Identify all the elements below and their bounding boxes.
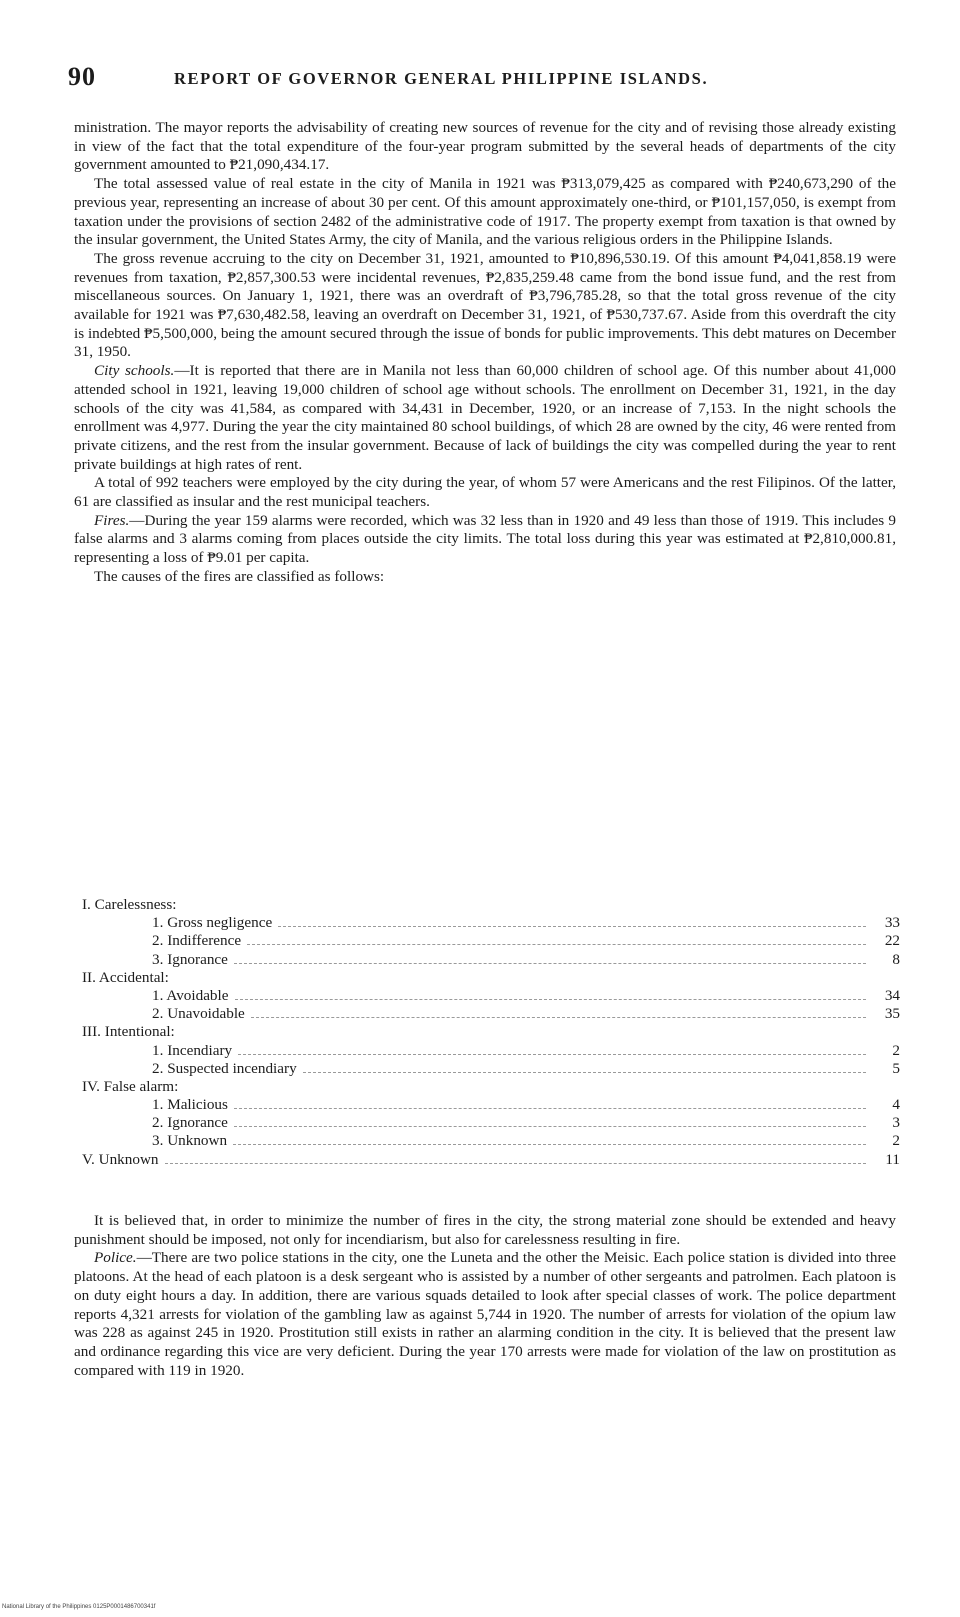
leader-dots (303, 1060, 866, 1073)
leader-dots (251, 1005, 866, 1018)
city-schools-heading: City schools. (94, 362, 175, 380)
body-text-bottom (74, 1212, 896, 1380)
table-row (80, 1005, 900, 1023)
scan-footer: National Library of the Philippines 0125P0001486700341f (2, 1604, 156, 1610)
cause-count: 4 (892, 1096, 900, 1114)
leader-dots (278, 914, 866, 927)
table-row (80, 1114, 900, 1132)
leader-dots (234, 1114, 866, 1127)
cause-label: 1. Gross negligence (152, 914, 273, 932)
category-heading: IV. False alarm: (82, 1077, 179, 1095)
table-row (80, 1132, 900, 1150)
cause-label: 3. Ignorance (152, 950, 228, 968)
page-number: 90 (68, 62, 96, 91)
body-text-top (74, 119, 896, 587)
paragraph-teachers: A total of 992 teachers were employed by the city during the year, of whom 57 were Americans and the rest Filipinos. Of the latter, 61 are classified as insular and the rest municipal teachers. (74, 474, 896, 511)
paragraph-fires (74, 512, 896, 568)
table-row (80, 1096, 900, 1114)
fires-text: —During the year 159 alarms were recorded, which was 32 less than in 1920 and 49 less than those of 1919. This includes 9 false alarms and 3 alarms coming from places outside the city limits. The total loss during this year was estimated at ₱2,810,000.81, representing a loss of ₱9.01 per capita. (74, 511, 896, 567)
running-head: REPORT OF GOVERNOR GENERAL PHILIPPINE ISLANDS. (174, 69, 709, 88)
leader-dots (234, 951, 866, 964)
table-row (80, 951, 900, 969)
police-heading: Police. (94, 1249, 137, 1267)
cause-label: V. Unknown (82, 1150, 159, 1168)
paragraph-fire-zone: It is believed that, in order to minimize the number of fires in the city, the strong material zone should be extended and heavy punishment should be imposed, not only for incendiarism, but also for carelessness resulting in fire. (74, 1212, 896, 1248)
cause-label: 2. Unavoidable (152, 1005, 245, 1023)
leader-dots (165, 1151, 866, 1164)
paragraph-administration: ministration. The mayor reports the advisability of creating new sources of revenue for the city and of revising those already existing in view of the fact that the total expenditure of the four-year program submitted by the several heads of departments of the city government amounted to ₱21,090,434.17. (74, 119, 896, 174)
table-row (80, 987, 900, 1005)
table-row (80, 914, 900, 932)
cause-count: 5 (892, 1059, 900, 1077)
cause-count: 2 (892, 1041, 900, 1059)
cause-label: 1. Incendiary (152, 1041, 233, 1059)
paragraph-fire-causes-intro: The causes of the fires are classified as follows: (94, 567, 385, 585)
cause-label: 1. Malicious (152, 1096, 228, 1114)
leader-dots (247, 932, 866, 945)
cause-count: 2 (892, 1132, 900, 1150)
table-row-unknown (80, 1151, 900, 1169)
police-text: —There are two police stations in the city, one the Luneta and the other the Meisic. Each police station is divided into three platoons. At the head of each platoon is a desk sergeant who is assisted by a number of other sergeants and patrolmen. Each platoon is on duty eight hours a day. In addition, there are various squads detailed to look after special classes of work. The police department reports 4,321 arrests for violation of the gambling law as against 5,744 in 1920. The number of arrests for violation of the opium law was 228 as against 245 in 1920. Prostitution still exists in rather an alarming condition in the city. It is believed that the present law and ordinance regarding this vice are very deficient. During the year 170 arrests were made for violation of the law on prostitution as compared with 119 in 1920. (74, 1249, 896, 1379)
fires-heading: Fires. (94, 511, 130, 529)
paragraph-police (74, 1249, 896, 1380)
category-heading: II. Accidental: (82, 968, 169, 986)
cause-count: 8 (892, 950, 900, 968)
table-row (80, 1060, 900, 1078)
category-heading: III. Intentional: (82, 1023, 175, 1041)
cause-count: 3 (892, 1114, 900, 1132)
cause-label: 2. Suspected incendiary (152, 1059, 297, 1077)
cause-count: 35 (884, 1005, 900, 1023)
city-schools-text: —It is reported that there are in Manila not less than 60,000 children of school age. Of this number about 41,000 attended school in 1921, leaving 19,000 children of school age without schools. The enrollment on December 31, 1921, in the day schools of the city was 41,584, as compared with 34,431 in December, 1920, or an increase of 7,153. In the night schools the enrollment was 4,977. During the year the city maintained 80 school buildings, of which 28 are owned by the city, 46 were rented from private citizens, and the rest from the insular government. Because of lack of buildings the city was compelled during the year to rent private buildings at high rates of rent. (74, 362, 896, 473)
leader-dots (234, 1096, 866, 1109)
table-row (80, 932, 900, 950)
leader-dots (235, 987, 867, 1000)
fire-causes-table (80, 896, 900, 1169)
paragraph-city-schools (74, 362, 896, 474)
cause-label: 2. Indifference (152, 932, 242, 950)
cause-count: 33 (884, 914, 900, 932)
leader-dots (238, 1042, 866, 1055)
category-heading: I. Carelessness: (82, 896, 177, 913)
cause-count: 34 (884, 986, 900, 1004)
page-header (68, 62, 868, 98)
cause-count: 11 (885, 1150, 900, 1168)
cause-label: 3. Unknown (152, 1132, 228, 1150)
cause-label: 2. Ignorance (152, 1114, 228, 1132)
table-row (80, 1042, 900, 1060)
paragraph-assessed-value: The total assessed value of real estate in the city of Manila in 1921 was ₱313,079,425 as compared with ₱240,673,290 of the previous year, representing an increase of about 30 per cent. Of this amount approximately one-third, or ₱101,157,050, is exempt from taxation under the provisions of section 2482 of the administrative code of 1917. The property exempt from taxation is that owned by the insular government, the United States Army, the city of Manila, and the various religious orders in the Philippine Islands. (74, 175, 896, 249)
cause-label: 1. Avoidable (152, 986, 229, 1004)
cause-count: 22 (884, 932, 900, 950)
leader-dots (233, 1132, 866, 1145)
paragraph-gross-revenue: The gross revenue accruing to the city on December 31, 1921, amounted to ₱10,896,530.19. Of this amount ₱4,041,858.19 were revenues from taxation, ₱2,857,300.53 were incidental revenues, ₱2,835,259.48 came from the bond issue fund, and the rest from miscellaneous sources. On January 1, 1921, there was an overdraft of ₱3,796,785.28, so that the total gross revenue of the city available for 1921 was ₱7,630,482.58, leaving an overdraft on December 31, 1921, of ₱530,737.67. Aside from this overdraft the city is indebted ₱5,500,000, being the amount secured through the issue of bonds for public improvements. This debt matures on December 31, 1950. (74, 249, 896, 361)
